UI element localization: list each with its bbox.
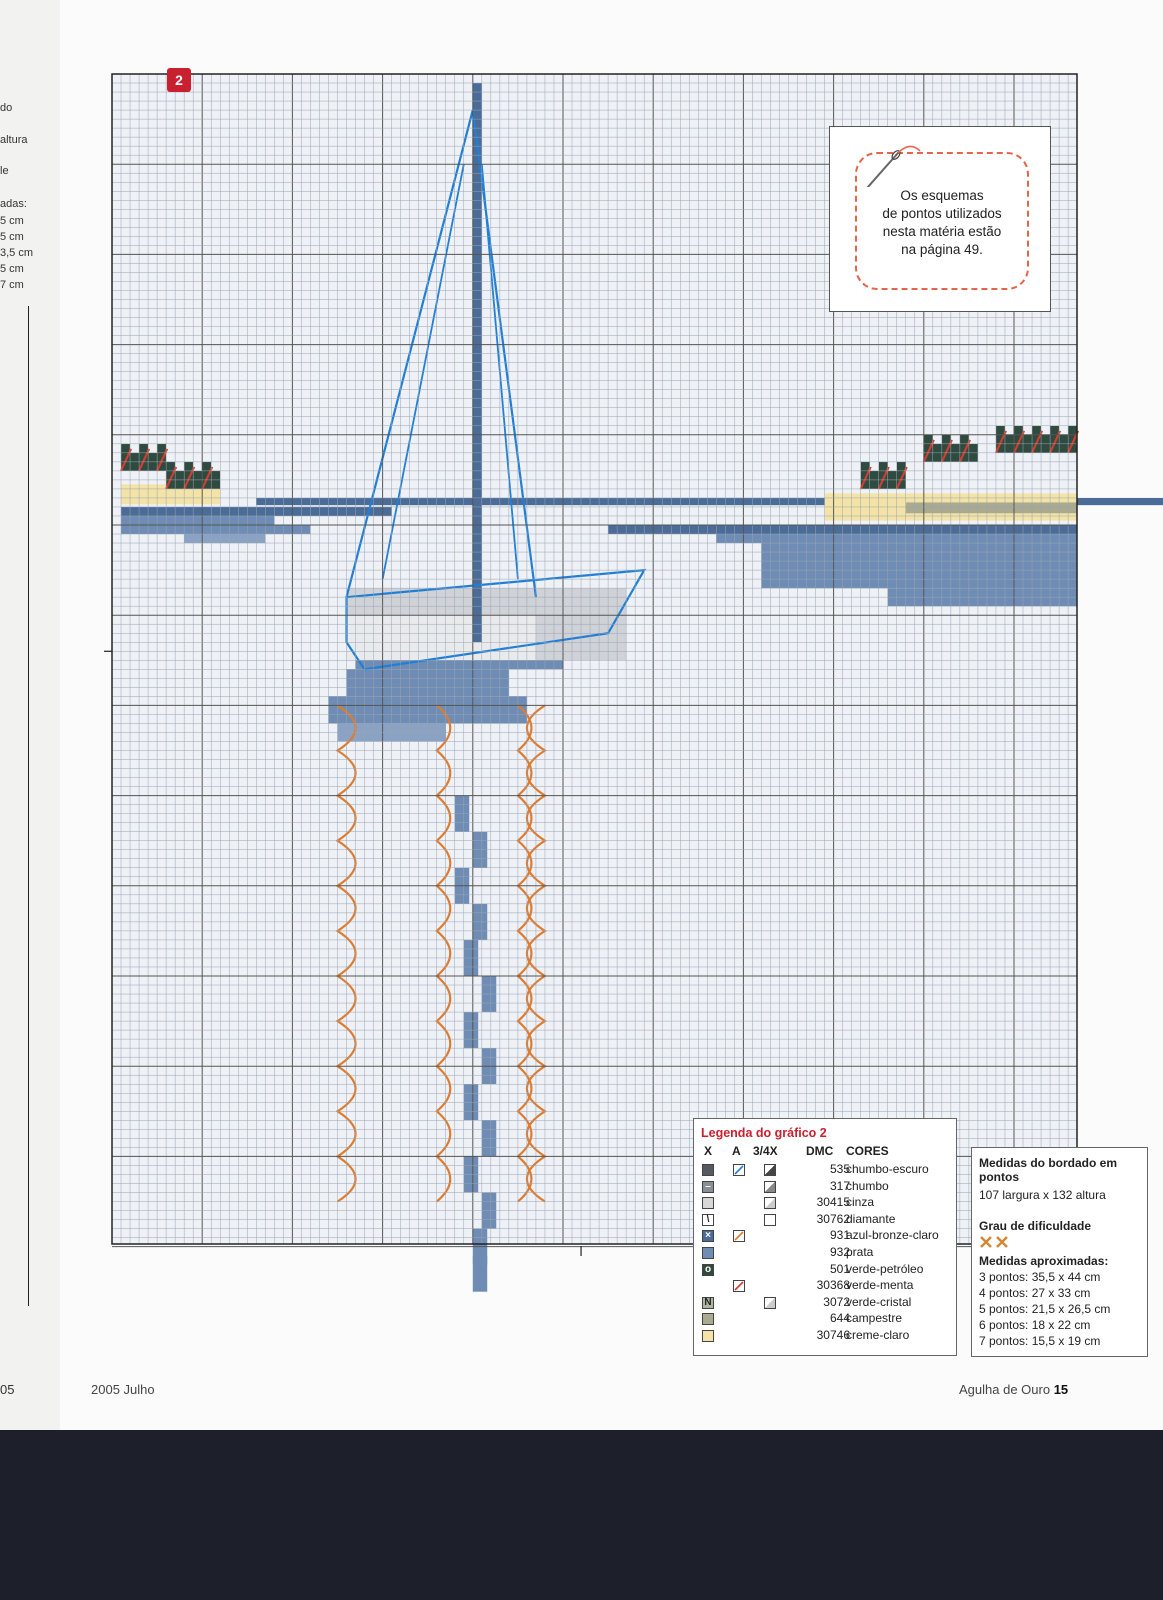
legend-three-quarter-symbol [764, 1181, 776, 1193]
legend-x-symbol: – [702, 1181, 714, 1193]
legend-color-name: chumbo [846, 1178, 889, 1193]
legend-dmc-code: 932 [829, 1245, 850, 1259]
legend-x-symbol [702, 1313, 714, 1325]
legend-title: Legenda do gráfico 2 [701, 1126, 827, 1140]
legend-row [694, 1179, 956, 1195]
legend-three-quarter-symbol [764, 1197, 776, 1209]
legend-three-quarter-symbol [764, 1214, 776, 1226]
grau-title: Grau de dificuldade [979, 1219, 1092, 1233]
legend-x-symbol: × [702, 1230, 714, 1242]
chart-number-badge: 2 [167, 68, 191, 92]
footer-magazine [959, 1382, 1068, 1397]
legend-header-x: X [704, 1144, 713, 1158]
legend-backstitch-symbol [733, 1230, 745, 1242]
aprox-item: 5 pontos: 21,5 x 26,5 cm [979, 1302, 1111, 1316]
mast-reflection [473, 1256, 487, 1292]
legend-x-symbol: N [702, 1297, 714, 1309]
note-text [852, 187, 1032, 259]
legend-row [694, 1328, 956, 1344]
legend-color-name: chumbo-escuro [846, 1162, 929, 1176]
boat-hull [347, 615, 536, 660]
water-band-left [121, 525, 310, 534]
prev-fragment: 5 cm [0, 215, 24, 227]
footer-magazine-name: Agulha de Ouro [959, 1382, 1051, 1397]
legend-dmc-code: 30746 [816, 1328, 850, 1342]
legend-box [693, 1118, 957, 1356]
legend-three-quarter-symbol [764, 1164, 776, 1176]
legend-dmc-code: 501 [829, 1261, 850, 1276]
legend-color-name: cinza [846, 1195, 875, 1210]
legend-backstitch-symbol [733, 1280, 745, 1292]
legend-color-name: verde-cristal [846, 1294, 912, 1309]
legend-x-symbol [702, 1247, 714, 1259]
needle-icon [830, 127, 1050, 187]
legend-three-quarter-symbol [764, 1297, 776, 1309]
legend-dmc-code: 3072 [823, 1294, 850, 1309]
legend-row [694, 1262, 956, 1278]
difficulty-stitch-icon [979, 1235, 1015, 1249]
prev-fragment: 5 cm [0, 263, 24, 275]
legend-row [694, 1162, 956, 1178]
legend-backstitch-symbol [733, 1164, 745, 1176]
note-line: na página 49. [901, 242, 983, 257]
legend-dmc-code: 30368 [816, 1278, 850, 1293]
legend-dmc-code: 317 [829, 1178, 850, 1193]
legend-dmc-code: 931 [829, 1228, 850, 1243]
legend-row [694, 1311, 956, 1327]
prev-fragment: 3,5 cm [0, 247, 34, 259]
prev-fragment: le [0, 165, 9, 177]
prev-fragment: altura [0, 134, 28, 146]
shore-right [906, 502, 1077, 513]
legend-row [694, 1228, 956, 1244]
aprox-item: 7 pontos: 15,5 x 19 cm [979, 1334, 1101, 1348]
legend-row [694, 1278, 956, 1294]
medidas-title: Medidas do bordado em pontos [979, 1156, 1118, 1184]
prev-column-rule [0, 306, 29, 1306]
info-box [971, 1147, 1148, 1357]
legend-row [694, 1212, 956, 1228]
medidas-value: 107 largura x 132 altura [979, 1188, 1106, 1202]
prev-fragment: adas: [0, 198, 27, 210]
prev-fragment: 7 cm [0, 279, 24, 291]
water-band-left [121, 516, 274, 525]
legend-dmc-code: 535 [829, 1162, 850, 1176]
note-box [829, 126, 1051, 312]
prev-fragment: 5 cm [0, 231, 24, 243]
note-line: Os esquemas [900, 188, 984, 203]
legend-dmc-code: 30762 [816, 1211, 850, 1226]
legend-row [694, 1195, 956, 1211]
legend-x-symbol: \ [702, 1214, 714, 1226]
prev-page-number: 05 [0, 1382, 15, 1397]
footer-issue: 2005 Julho [91, 1382, 155, 1397]
legend-x-symbol [702, 1197, 714, 1209]
magazine-page [60, 0, 1163, 1430]
legend-color-name: diamante [846, 1211, 896, 1226]
prev-fragment: do [0, 102, 13, 114]
aprox-item: 6 pontos: 18 x 22 cm [979, 1318, 1091, 1332]
legend-color-name: campestre [846, 1311, 903, 1326]
legend-row [694, 1245, 956, 1261]
legend-header-cores: CORES [846, 1144, 889, 1158]
legend-row [694, 1295, 956, 1311]
water-band-right [761, 543, 1077, 588]
legend-dmc-code: 30415 [816, 1195, 850, 1210]
legend-color-name: verde-menta [846, 1278, 914, 1293]
legend-x-symbol: o [702, 1264, 714, 1276]
legend-x-symbol [702, 1164, 714, 1176]
previous-page-edge [0, 0, 61, 1430]
aprox-item: 3 pontos: 35,5 x 44 cm [979, 1270, 1101, 1284]
legend-header-dmc: DMC [806, 1144, 834, 1158]
footer-page-number: 15 [1053, 1382, 1069, 1397]
legend-header-three-quarter: 3/4X [753, 1144, 778, 1158]
legend-x-symbol [702, 1330, 714, 1342]
legend-color-name: creme-claro [846, 1328, 910, 1342]
legend-dmc-code: 644 [829, 1311, 850, 1326]
legend-header-a: A [732, 1144, 741, 1158]
note-line: de pontos utilizados [882, 206, 1002, 221]
legend-color-name: verde-petróleo [846, 1261, 924, 1276]
legend-color-name: prata [846, 1245, 874, 1259]
water-band-left [184, 534, 265, 543]
legend-color-name: azul-bronze-claro [846, 1228, 939, 1243]
aprox-title: Medidas aproximadas: [979, 1254, 1109, 1268]
aprox-item: 4 pontos: 27 x 33 cm [979, 1286, 1091, 1300]
note-line: nesta matéria estão [882, 224, 1002, 239]
